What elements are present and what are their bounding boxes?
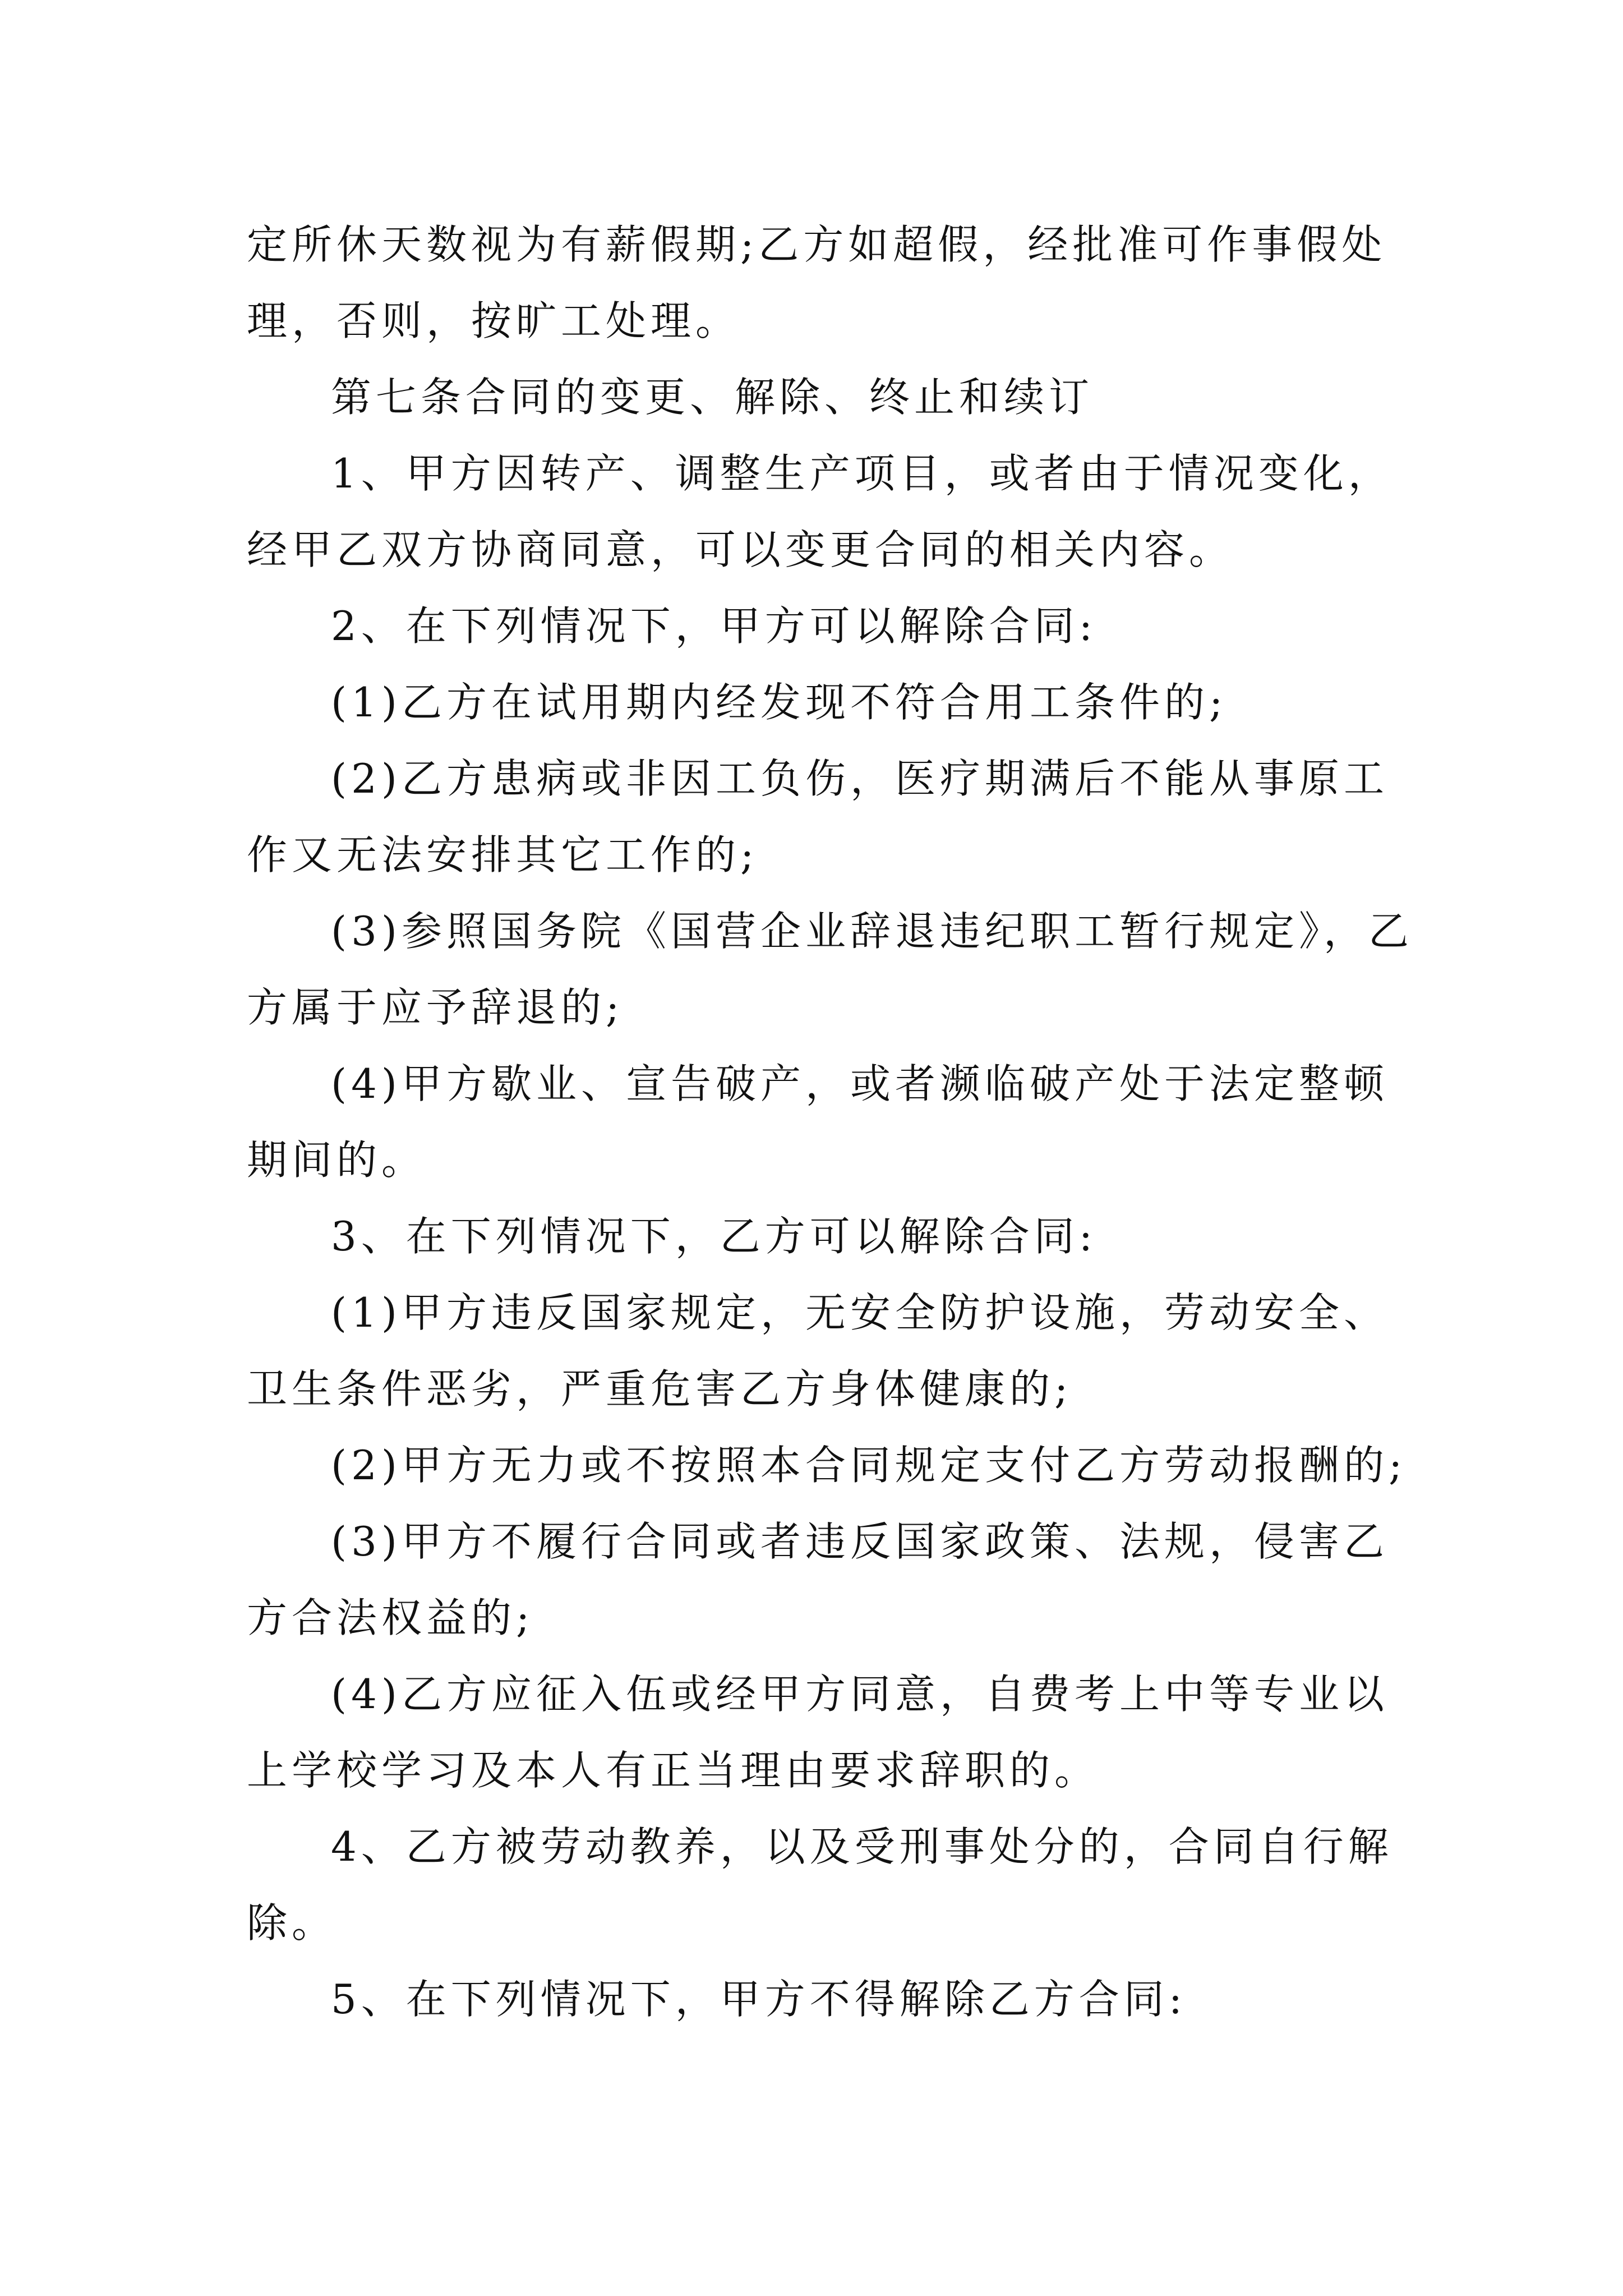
text-line: 4、乙方被劳动教养，以及受刑事处分的，合同自行解 [331, 1823, 1393, 1870]
document-body [247, 206, 1413, 2037]
text-line: 1、甲方因转产、调整生产项目，或者由于情况变化， [331, 450, 1393, 497]
section-heading: 第七条合同的变更、解除、终止和续订 [331, 374, 1094, 421]
text-line: 5、在下列情况下，甲方不得解除乙方合同: [331, 1976, 1187, 2023]
text-line: 作又无法安排其它工作的; [247, 831, 759, 878]
text-line: 定所休天数视为有薪假期;乙方如超假，经批准可作事假处 [247, 221, 1387, 268]
text-line: 经甲乙双方协商同意，可以变更合同的相关内容。 [247, 526, 1234, 573]
text-line: 上学校学习及本人有正当理由要求辞职的。 [247, 1747, 1100, 1794]
text-line: (2)乙方患病或非因工负伤，医疗期满后不能从事原工 [331, 755, 1389, 802]
text-line: 卫生条件恶劣，严重危害乙方身体健康的; [247, 1365, 1073, 1412]
text-line: (4)甲方歇业、宣告破产，或者濒临破产处于法定整顿 [331, 1060, 1389, 1107]
text-line: (2)甲方无力或不按照本合同规定支付乙方劳动报酬的; [331, 1442, 1407, 1489]
text-line: (1)甲方违反国家规定，无安全防护设施，劳动安全、 [331, 1289, 1389, 1336]
text-line: 期间的。 [247, 1137, 427, 1184]
text-line: 除。 [247, 1899, 337, 1947]
text-line: 方合法权益的; [247, 1594, 534, 1641]
text-line: (3)参照国务院《国营企业辞退违纪职工暂行规定》，乙 [331, 908, 1413, 955]
text-line: (3)甲方不履行合同或者违反国家政策、法规，侵害乙 [331, 1518, 1389, 1565]
text-line: 理，否则，按旷工处理。 [247, 297, 741, 344]
text-line: 2、在下列情况下，甲方可以解除合同: [331, 602, 1098, 650]
text-line: 3、在下列情况下，乙方可以解除合同: [331, 1213, 1098, 1260]
text-line: (1)乙方在试用期内经发现不符合用工条件的; [331, 679, 1228, 726]
text-line: (4)乙方应征入伍或经甲方同意，自费考上中等专业以 [331, 1671, 1389, 1718]
text-line: 方属于应予辞退的; [247, 984, 624, 1031]
